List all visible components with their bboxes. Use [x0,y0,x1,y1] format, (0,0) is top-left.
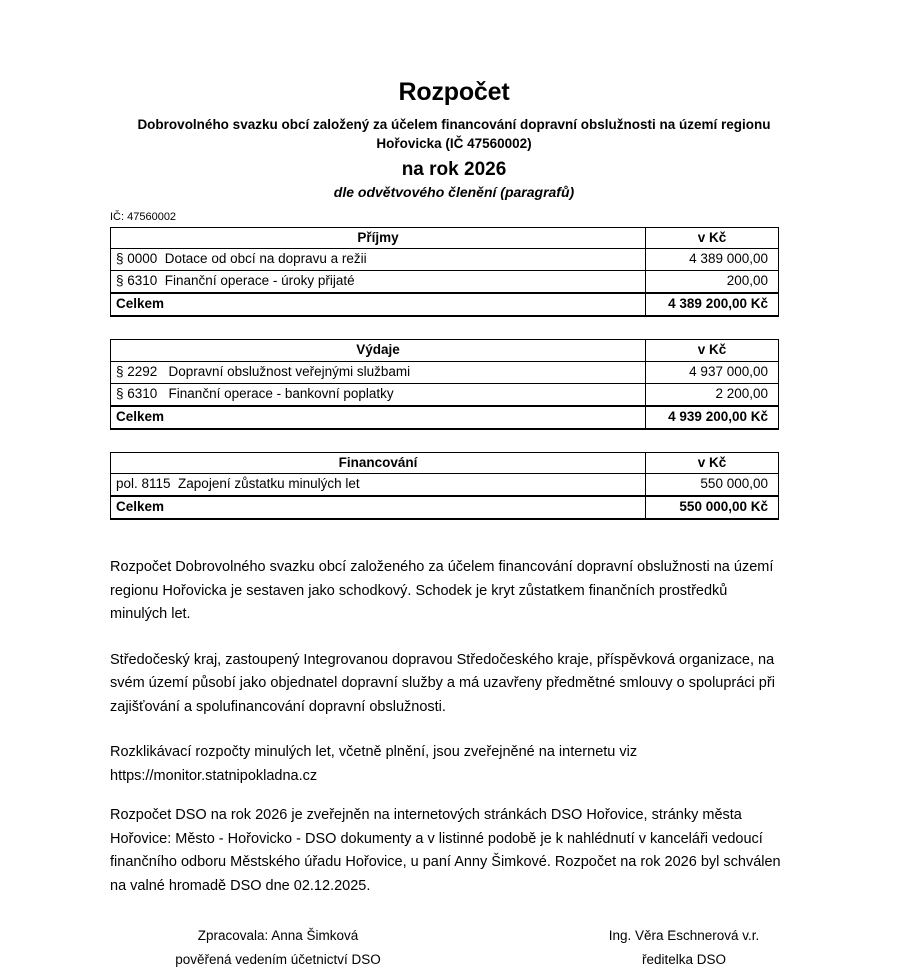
row-description: § 2292 Dopravní obslužnost veřejnými službami [111,361,646,383]
expenses-table [110,339,779,430]
financing-table [110,452,779,521]
total-amount: 550 000,00 Kč [646,496,779,519]
column-header-description: Příjmy [111,227,646,249]
row-amount: 2 200,00 [646,383,779,405]
signature-director-role: ředitelka DSO [641,951,727,967]
row-amount: 4 937 000,00 [646,361,779,383]
column-header-amount: v Kč [646,452,779,474]
column-header-description: Financování [111,452,646,474]
document-header [0,0,908,201]
document-subtitle: Dobrovolného svazku obcí založený za účelem financování dopravní obslužnosti na území regionu Hořovicka (IČ 47560002) [137,116,771,151]
signature-preparer [110,924,486,971]
signature-director [486,924,852,971]
table-total-row [111,406,779,429]
table-total-row [111,496,779,519]
row-amount: 4 389 000,00 [646,249,779,271]
document-body [110,556,782,898]
column-header-description: Výdaje [111,340,646,362]
table-row [111,383,779,405]
row-description: § 6310 Finanční operace - úroky přijaté [111,271,646,293]
total-amount: 4 389 200,00 Kč [646,293,779,316]
document-method: dle odvětvového členění (paragrafů) [333,183,575,200]
signature-preparer-name: Zpracovala: Anna Šimková [197,927,359,943]
table-total-row [111,293,779,316]
total-amount: 4 939 200,00 Kč [646,406,779,429]
page-title: Rozpočet [398,78,510,106]
row-amount: 200,00 [646,271,779,293]
total-label: Celkem [111,406,646,429]
column-header-amount: v Kč [646,227,779,249]
signature-block [110,924,782,971]
document-year: na rok 2026 [401,159,507,181]
table-row [111,361,779,383]
row-description: § 0000 Dotace od obcí na dopravu a režii [111,249,646,271]
paragraph-monitor-link: Rozklikávací rozpočty minulých let, včetně plnění, jsou zveřejněné na internetu viz https://monitor.statnipokladna.cz [110,744,638,784]
row-description: pol. 8115 Zapojení zůstatku minulých let [111,474,646,496]
table-header-row [111,452,779,474]
total-label: Celkem [111,496,646,519]
table-row [111,474,779,496]
ico-label: IČ: 47560002 [110,211,177,224]
column-header-amount: v Kč [646,340,779,362]
row-amount: 550 000,00 [646,474,779,496]
table-header-row [111,340,779,362]
row-description: § 6310 Finanční operace - bankovní poplatky [111,383,646,405]
table-row [111,249,779,271]
signature-preparer-role: pověřená vedením účetnictví DSO [175,951,381,967]
signature-director-name: Ing. Věra Eschnerová v.r. [608,927,760,943]
paragraph-region-contracts: Středočeský kraj, zastoupený Integrovanou dopravou Středočeského kraje, příspěvková organizace, na svém území působí jako objednatel dopravní služby a má uzavřeny předmětné smlouvy o spolupráci při zajišťování a spolufinancování dopravní obslužnosti. [110,651,775,715]
paragraph-publication-approval: Rozpočet DSO na rok 2026 je zveřejněn na internetových stránkách DSO Hořovice, stránky města Hořovice: Město - Hořovicko - DSO dokumenty a v listinné podobě je k nahlédnutí v kanceláři vedoucí finančního odboru Městského úřadu Hořovice, u paní Anny Šimkové. Rozpočet na rok 2026 byl schválen na valné hromadě DSO dne 02.12.2025. [110,807,781,894]
table-header-row [111,227,779,249]
total-label: Celkem [111,293,646,316]
table-row [111,271,779,293]
paragraph-deficit-explanation: Rozpočet Dobrovolného svazku obcí založeného za účelem financování dopravní obslužnosti na území regionu Hořovicka je sestaven jako schodkový. Schodek je kryt zůstatkem finančních prostředků minulých let. [110,559,774,623]
income-table [110,227,779,318]
